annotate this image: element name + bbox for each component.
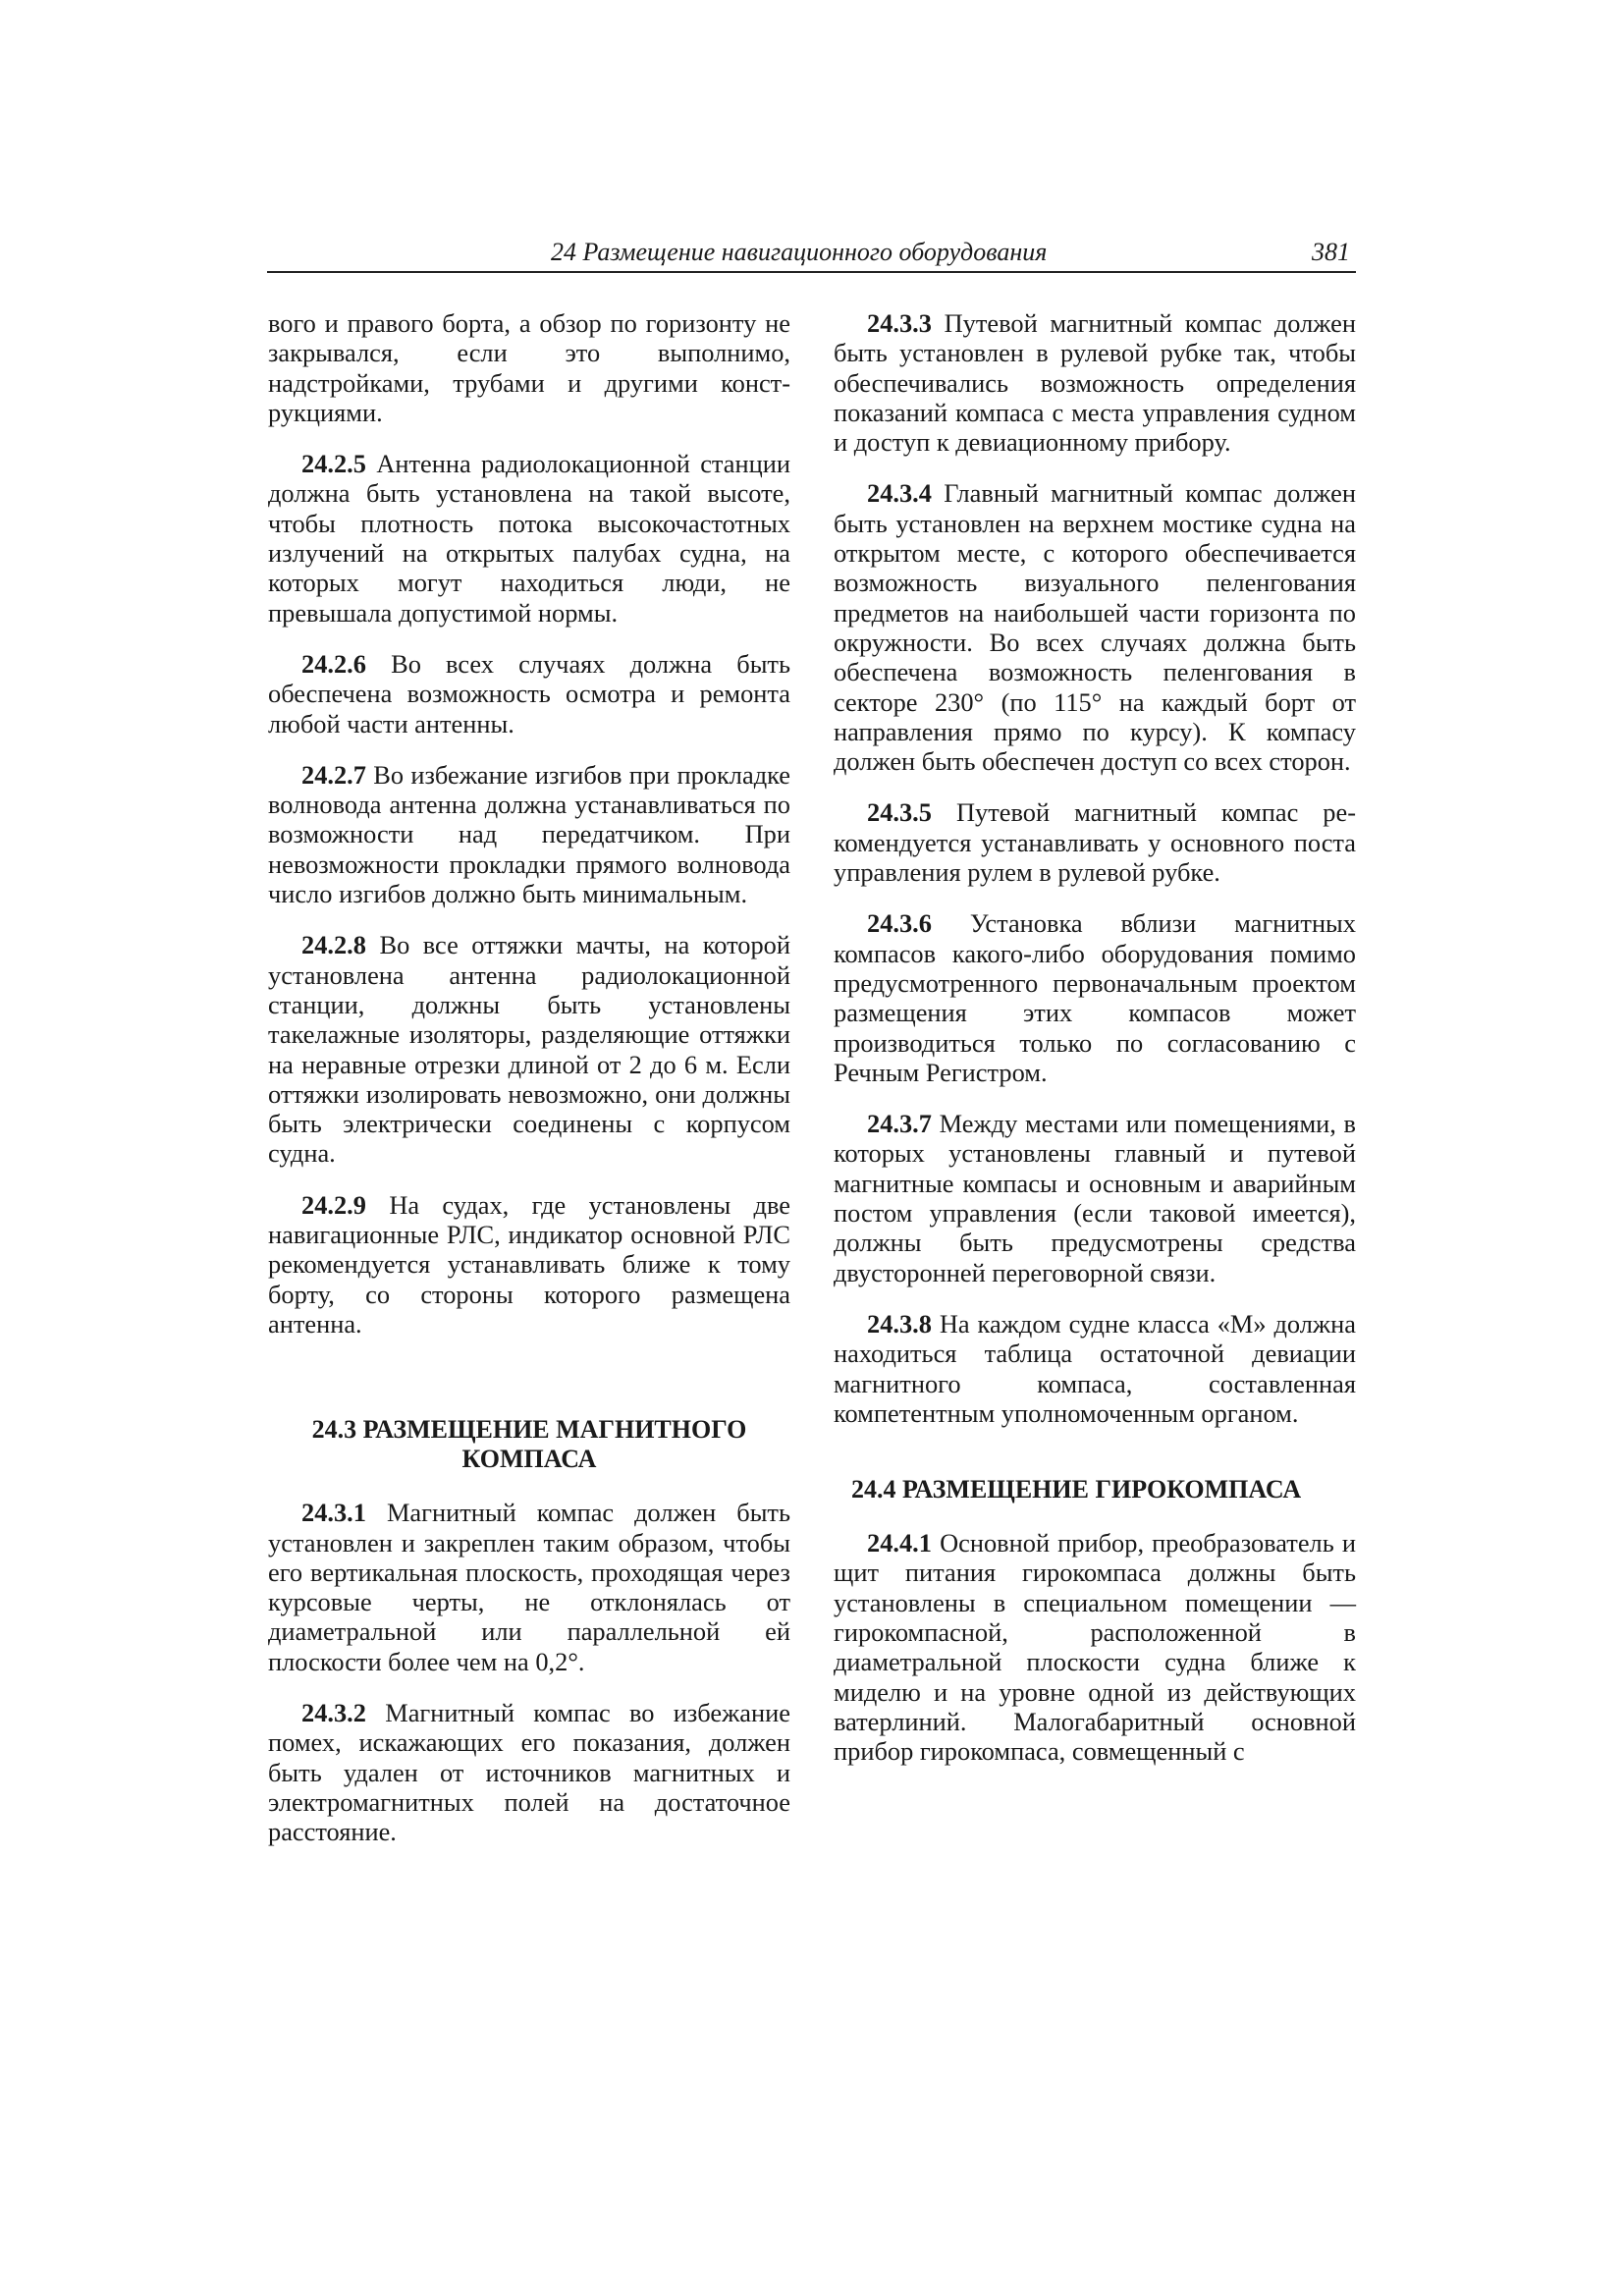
clause-24-3-3: [834, 308, 1356, 457]
clause-24-4-1: [834, 1528, 1356, 1766]
clause-number: 24.2.7: [301, 759, 366, 790]
running-header: [267, 238, 1356, 273]
clause-number: 24.3.5: [867, 797, 932, 828]
clause-24-2-8: [268, 930, 790, 1168]
clause-number: 24.3.6: [867, 908, 932, 939]
section-heading-line: 24.3 РАЗМЕЩЕНИЕ МАГНИТНОГО: [311, 1415, 747, 1445]
clause-number: 24.3.1: [301, 1498, 366, 1528]
paragraph: [268, 308, 790, 427]
clause-text: Во всех случаях должна быть обеспечена возможность осмотра и ремонта любой части антенны.: [268, 648, 790, 738]
clause-number: 24.2.9: [301, 1189, 366, 1220]
paragraph-text: вого и правого борта, а обзор по горизонту не закрывался, если это выполнимо, надстройками, трубами и другими конструкциями.: [268, 308, 790, 427]
section-heading-line: КОМПАСА: [461, 1445, 597, 1474]
clause-number: 24.2.8: [301, 930, 366, 960]
clause-text: Главный магнитный компас должен быть установлен на верхнем мостике судна на открытом месте, с которого обеспечивается возможность визуального пеленгования предметов на наибольшей части горизонта по окружности. Во всех случаях должна быть обеспечена возможность пеленгования в секторе 230° (по 115° на каждый борт от направления прямо по курсу). К компасу должен быть обеспечен доступ со всех сторон.: [834, 478, 1356, 777]
clause-text: Установка вблизи магнитных компасов какого-либо оборудования помимо предусмотренного первоначальным проектом размещения этих компасов может производиться только по согласованию с Речным Регистром.: [834, 908, 1356, 1087]
clause-number: 24.3.8: [867, 1308, 932, 1339]
right-column: [834, 308, 1356, 1787]
clause-text: Магнитный компас должен быть установлен и закреплен таким образом, чтобы его вертикальная плоскость, проходящая через курсовые черты, не отклонялась от диаметральной или параллельной ей плоскости более чем на 0,2°.: [268, 1498, 790, 1676]
clause-number: 24.4.1: [867, 1528, 932, 1558]
clause-text: Путевой магнитный компас должен быть установлен в рулевой рубке так, чтобы обеспечивались возможность определения показаний компаса с места управления судном и доступ к девиационному прибору.: [834, 308, 1356, 458]
clause-text: Магнитный компас во избежание помех, искажающих его показания, должен быть удален от источников магнитных и электромагнитных полей на достаточное расстояние.: [268, 1697, 790, 1847]
section-heading-24-4: 24.4 РАЗМЕЩЕНИЕ ГИРОКОМПАСА: [851, 1475, 1302, 1504]
clause-number: 24.3.3: [867, 308, 932, 338]
page-number: 381: [1312, 238, 1350, 266]
clause-number: 24.2.6: [301, 648, 366, 679]
clause-24-3-1: [268, 1498, 790, 1676]
running-header-title: 24 Размещение навигационного оборудования: [551, 238, 1048, 266]
clause-text: Антенна радиолокационной станции должна быть установлена на такой высоте, чтобы плотность потока высокочастотных излучений на открытых палубах судна, на которых могут находиться люди, не превышала допустимой нормы.: [268, 449, 790, 628]
clause-text: Основной прибор, преобразователь и щит питания гирокомпаса должны быть установлены в специальном помещении — гирокомпасной, расположенной в диаметральной плоскости судна ближе к миделю и на уровне одной из действующих ватерлиний. Малогабаритный основной прибор гирокомпаса, совмещенный с: [834, 1528, 1356, 1767]
section-heading-24-3: [268, 1415, 790, 1474]
clause-text: Во все оттяжки мачты, на которой установлена антенна радиолокационной станции, должны быть установлены такелажные изоляторы, разделяющие оттяжки на неравные отрезки длиной от 2 до 6 м. Если оттяжки изолировать невозможно, они должны быть электрически соединены с корпусом судна.: [268, 930, 790, 1169]
clause-number: 24.3.4: [867, 478, 932, 509]
clause-text: Во избежание изгибов при прокладке волновода антенна должна устанавливаться по возможности над передатчиком. При невозможности прокладки прямого волновода число изгибов должно быть минимальным.: [268, 759, 790, 909]
clause-24-2-6: [268, 649, 790, 738]
clause-text: Между местами или помещениями, в которых установлены главный и путевой магнитные компасы и основным и аварийным постом управления (если таковой имеется), должны быть предусмотрены средства двусторонней переговорной связи.: [834, 1109, 1356, 1287]
clause-24-3-5: [834, 797, 1356, 887]
clause-24-3-7: [834, 1109, 1356, 1287]
clause-24-3-2: [268, 1698, 790, 1846]
clause-text: Путевой магнитный компас рекомендуется устанавливать у основного поста управления рулем в рулевой рубке.: [834, 797, 1356, 888]
clause-24-3-4: [834, 478, 1356, 776]
clause-number: 24.3.2: [301, 1697, 366, 1727]
clause-24-3-8: [834, 1309, 1356, 1428]
clause-text: На каждом судне класса «М» должна находиться таблица остаточной девиации магнитного компаса, составленная компетентным уполномоченным органом.: [834, 1308, 1356, 1428]
clause-24-2-9: [268, 1190, 790, 1339]
clause-24-2-5: [268, 449, 790, 628]
clause-number: 24.3.7: [867, 1109, 932, 1139]
clause-text: На судах, где установлены две навигационные РЛС, индикатор основной РЛС рекомендуется устанавливать ближе к тому борту, со стороны которого размещена антенна.: [268, 1189, 790, 1339]
clause-24-3-6: [834, 908, 1356, 1087]
clause-number: 24.2.5: [301, 449, 366, 479]
clause-24-2-7: [268, 760, 790, 908]
left-column: [268, 308, 790, 1868]
